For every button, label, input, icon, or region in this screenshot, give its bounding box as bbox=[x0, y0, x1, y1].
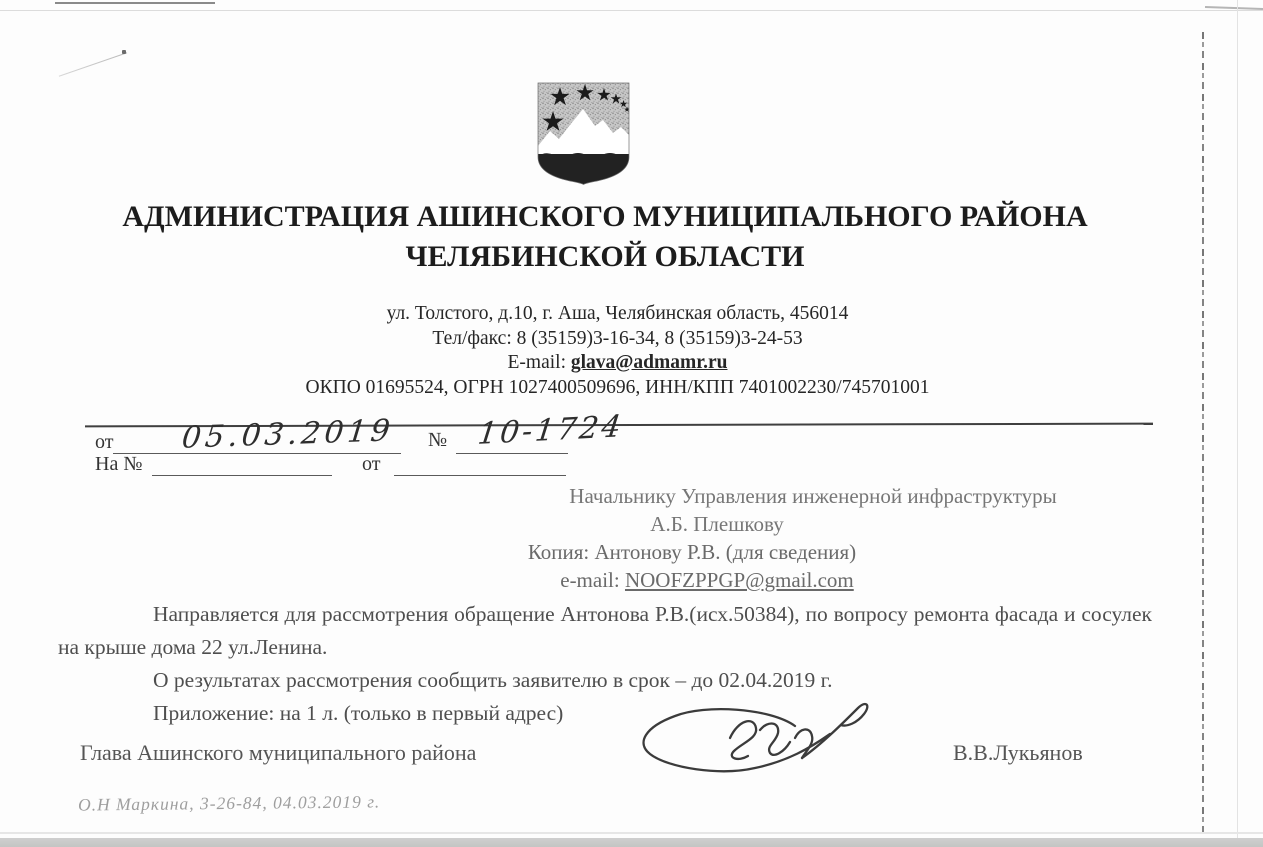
executor-note: О.Н Маркина, 3-26-84, 04.03.2019 г. bbox=[77, 791, 381, 815]
body-paragraph-1: Направляется для рассмотрения обращение Антонова Р.В.(исх.50384), по вопросу ремонта фасада и сосулек на крыше дома 22 ул.Ленина. bbox=[58, 602, 1152, 659]
ref-number-label: № bbox=[428, 429, 448, 451]
signer-position-title: Глава Ашинского муниципального района bbox=[80, 740, 477, 765]
body-paragraph-2: О результатах рассмотрения сообщить заявителю в срок – до 02.04.2019 г. bbox=[153, 668, 833, 692]
ref-reply-from-underline bbox=[394, 474, 566, 476]
recipient-line1: Начальнику Управления инженерной инфраструктуры bbox=[569, 484, 1057, 508]
org-codes: ОКПО 01695524, ОГРН 1027400509696, ИНН/КПП 7401002230/745701001 bbox=[305, 377, 930, 398]
recipient-email: NOOFZPPGP@gmail.com bbox=[624, 568, 854, 592]
ref-reply-underline bbox=[152, 474, 332, 476]
org-name-line1: АДМИНИСТРАЦИЯ АШИНСКОГО МУНИЦИПАЛЬНОГО РАЙОНА bbox=[122, 200, 1088, 233]
recipient-copy-line: Копия: Антонову Р.В. (для сведения) bbox=[527, 540, 857, 564]
org-name-line2: ЧЕЛЯБИНСКОЙ ОБЛАСТИ bbox=[405, 240, 805, 273]
scan-artifact-top-edge bbox=[0, 10, 1263, 11]
scan-artifact-corner-line bbox=[1205, 6, 1263, 10]
ref-number-underline bbox=[456, 452, 568, 454]
scan-artifact-mark bbox=[122, 50, 126, 54]
scan-artifact-scratch bbox=[59, 52, 127, 76]
org-email-label: E-mail: bbox=[507, 352, 571, 373]
signature-icon bbox=[630, 696, 880, 786]
scan-artifact-top-line bbox=[55, 2, 215, 4]
org-phone: Тел/факс: 8 (35159)3-16-34, 8 (35159)3-24-53 bbox=[432, 328, 803, 349]
coat-of-arms-icon bbox=[537, 82, 630, 185]
ref-reply-from-label: от bbox=[362, 453, 381, 475]
body-paragraph-3: Приложение: на 1 л. (только в первый адрес) bbox=[153, 701, 564, 725]
recipient-email-line bbox=[560, 568, 854, 593]
scan-artifact-bottom-streak bbox=[0, 832, 1263, 834]
org-email: glava@admamr.ru bbox=[570, 352, 728, 373]
ref-number-handwritten: 10-1724 bbox=[475, 409, 626, 452]
scan-artifact-fold-line bbox=[1202, 32, 1204, 842]
recipient-line2: А.Б. Плешкову bbox=[650, 512, 784, 536]
org-address: ул. Толстого, д.10, г. Аша, Челябинская область, 456014 bbox=[386, 303, 849, 324]
org-email-line bbox=[0, 352, 1235, 374]
signer-name: В.В.Лукьянов bbox=[953, 740, 1083, 765]
ref-from-label: от bbox=[95, 431, 114, 453]
recipient-email-label: e-mail: bbox=[560, 568, 625, 592]
ref-reply-label: На № bbox=[95, 453, 143, 475]
scan-artifact-bottom-shadow bbox=[0, 838, 1263, 847]
ref-date-handwritten: 05.03.2019 bbox=[180, 413, 396, 456]
scan-artifact-paper-edge bbox=[1237, 0, 1238, 847]
